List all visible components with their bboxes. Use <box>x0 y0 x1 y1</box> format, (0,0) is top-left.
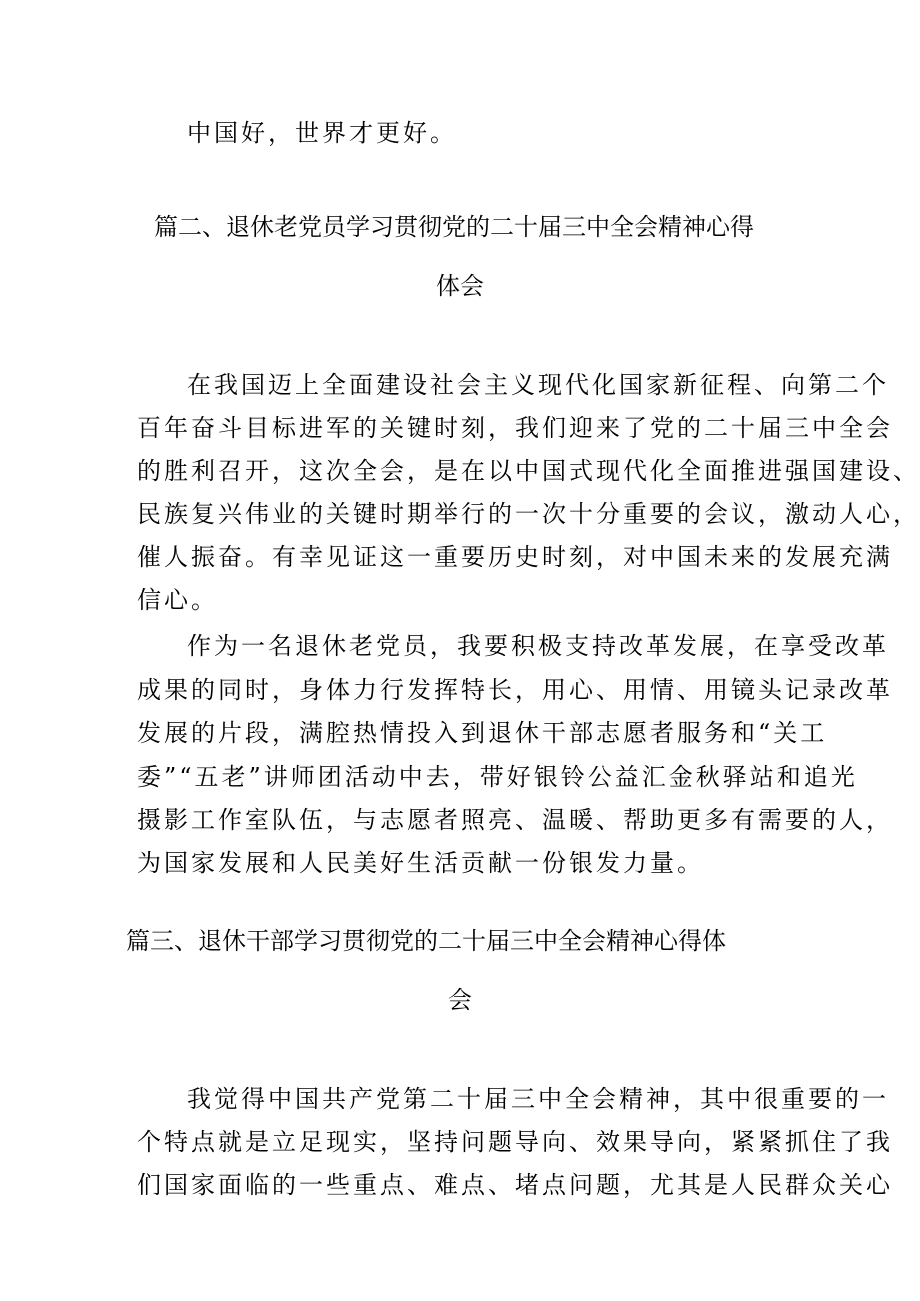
section3-para1-line: 我觉得中国共产党第二十届三中全会精神，其中很重要的一 <box>187 1085 889 1113</box>
section2-para2-line: 发展的片段，满腔热情投入到退休干部志愿者服务和“关工 <box>137 719 828 747</box>
section2-para2-line: 作为一名退休老党员，我要积极支持改革发展，在享受改革 <box>187 632 889 660</box>
section3-title-line1: 篇三、退休干部学习贯彻党的二十届三中全会精神心得体 <box>126 927 726 955</box>
section2-para1-line: 信心。 <box>137 586 218 614</box>
section2-title-line2: 体会 <box>436 272 484 300</box>
section2-para2-line: 成果的同时，身体力行发挥特长，用心、用情、用镜头记录改革 <box>137 676 893 704</box>
section2-para1-line: 催人振奋。有幸见证这一重要历史时刻，对中国未来的发展充满 <box>137 543 893 571</box>
section2-para2-line: 摄影工作室队伍，与志愿者照亮、温暖、帮助更多有需要的人， <box>137 806 893 834</box>
section2-para2-line: 委”“五老”讲师团活动中去，带好银铃公益汇金秋驿站和追光 <box>137 763 858 791</box>
section2-title-line1: 篇二、退休老党员学习贯彻党的二十届三中全会精神心得 <box>154 213 754 241</box>
section2-para2-line: 为国家发展和人民美好生活贡献一份银发力量。 <box>137 849 704 877</box>
section2-para1-line: 的胜利召开，这次全会，是在以中国式现代化全面推进强国建设、 <box>137 457 920 485</box>
section3-title-line2: 会 <box>448 986 472 1014</box>
section2-para1-line: 在我国迈上全面建设社会主义现代化国家新征程、向第二个 <box>187 371 889 399</box>
section2-para1-line: 民族复兴伟业的关键时期举行的一次十分重要的会议，激动人心， <box>137 500 920 528</box>
section3-para1-line: 个特点就是立足现实，坚持问题导向、效果导向，紧紧抓住了我 <box>137 1128 893 1156</box>
intro-closing-line: 中国好，世界才更好。 <box>187 119 457 147</box>
section2-para1-line: 百年奋斗目标进军的关键时刻，我们迎来了党的二十届三中全会 <box>137 414 893 442</box>
section3-para1-line: 们国家面临的一些重点、难点、堵点问题，尤其是人民群众关心 <box>137 1171 893 1199</box>
